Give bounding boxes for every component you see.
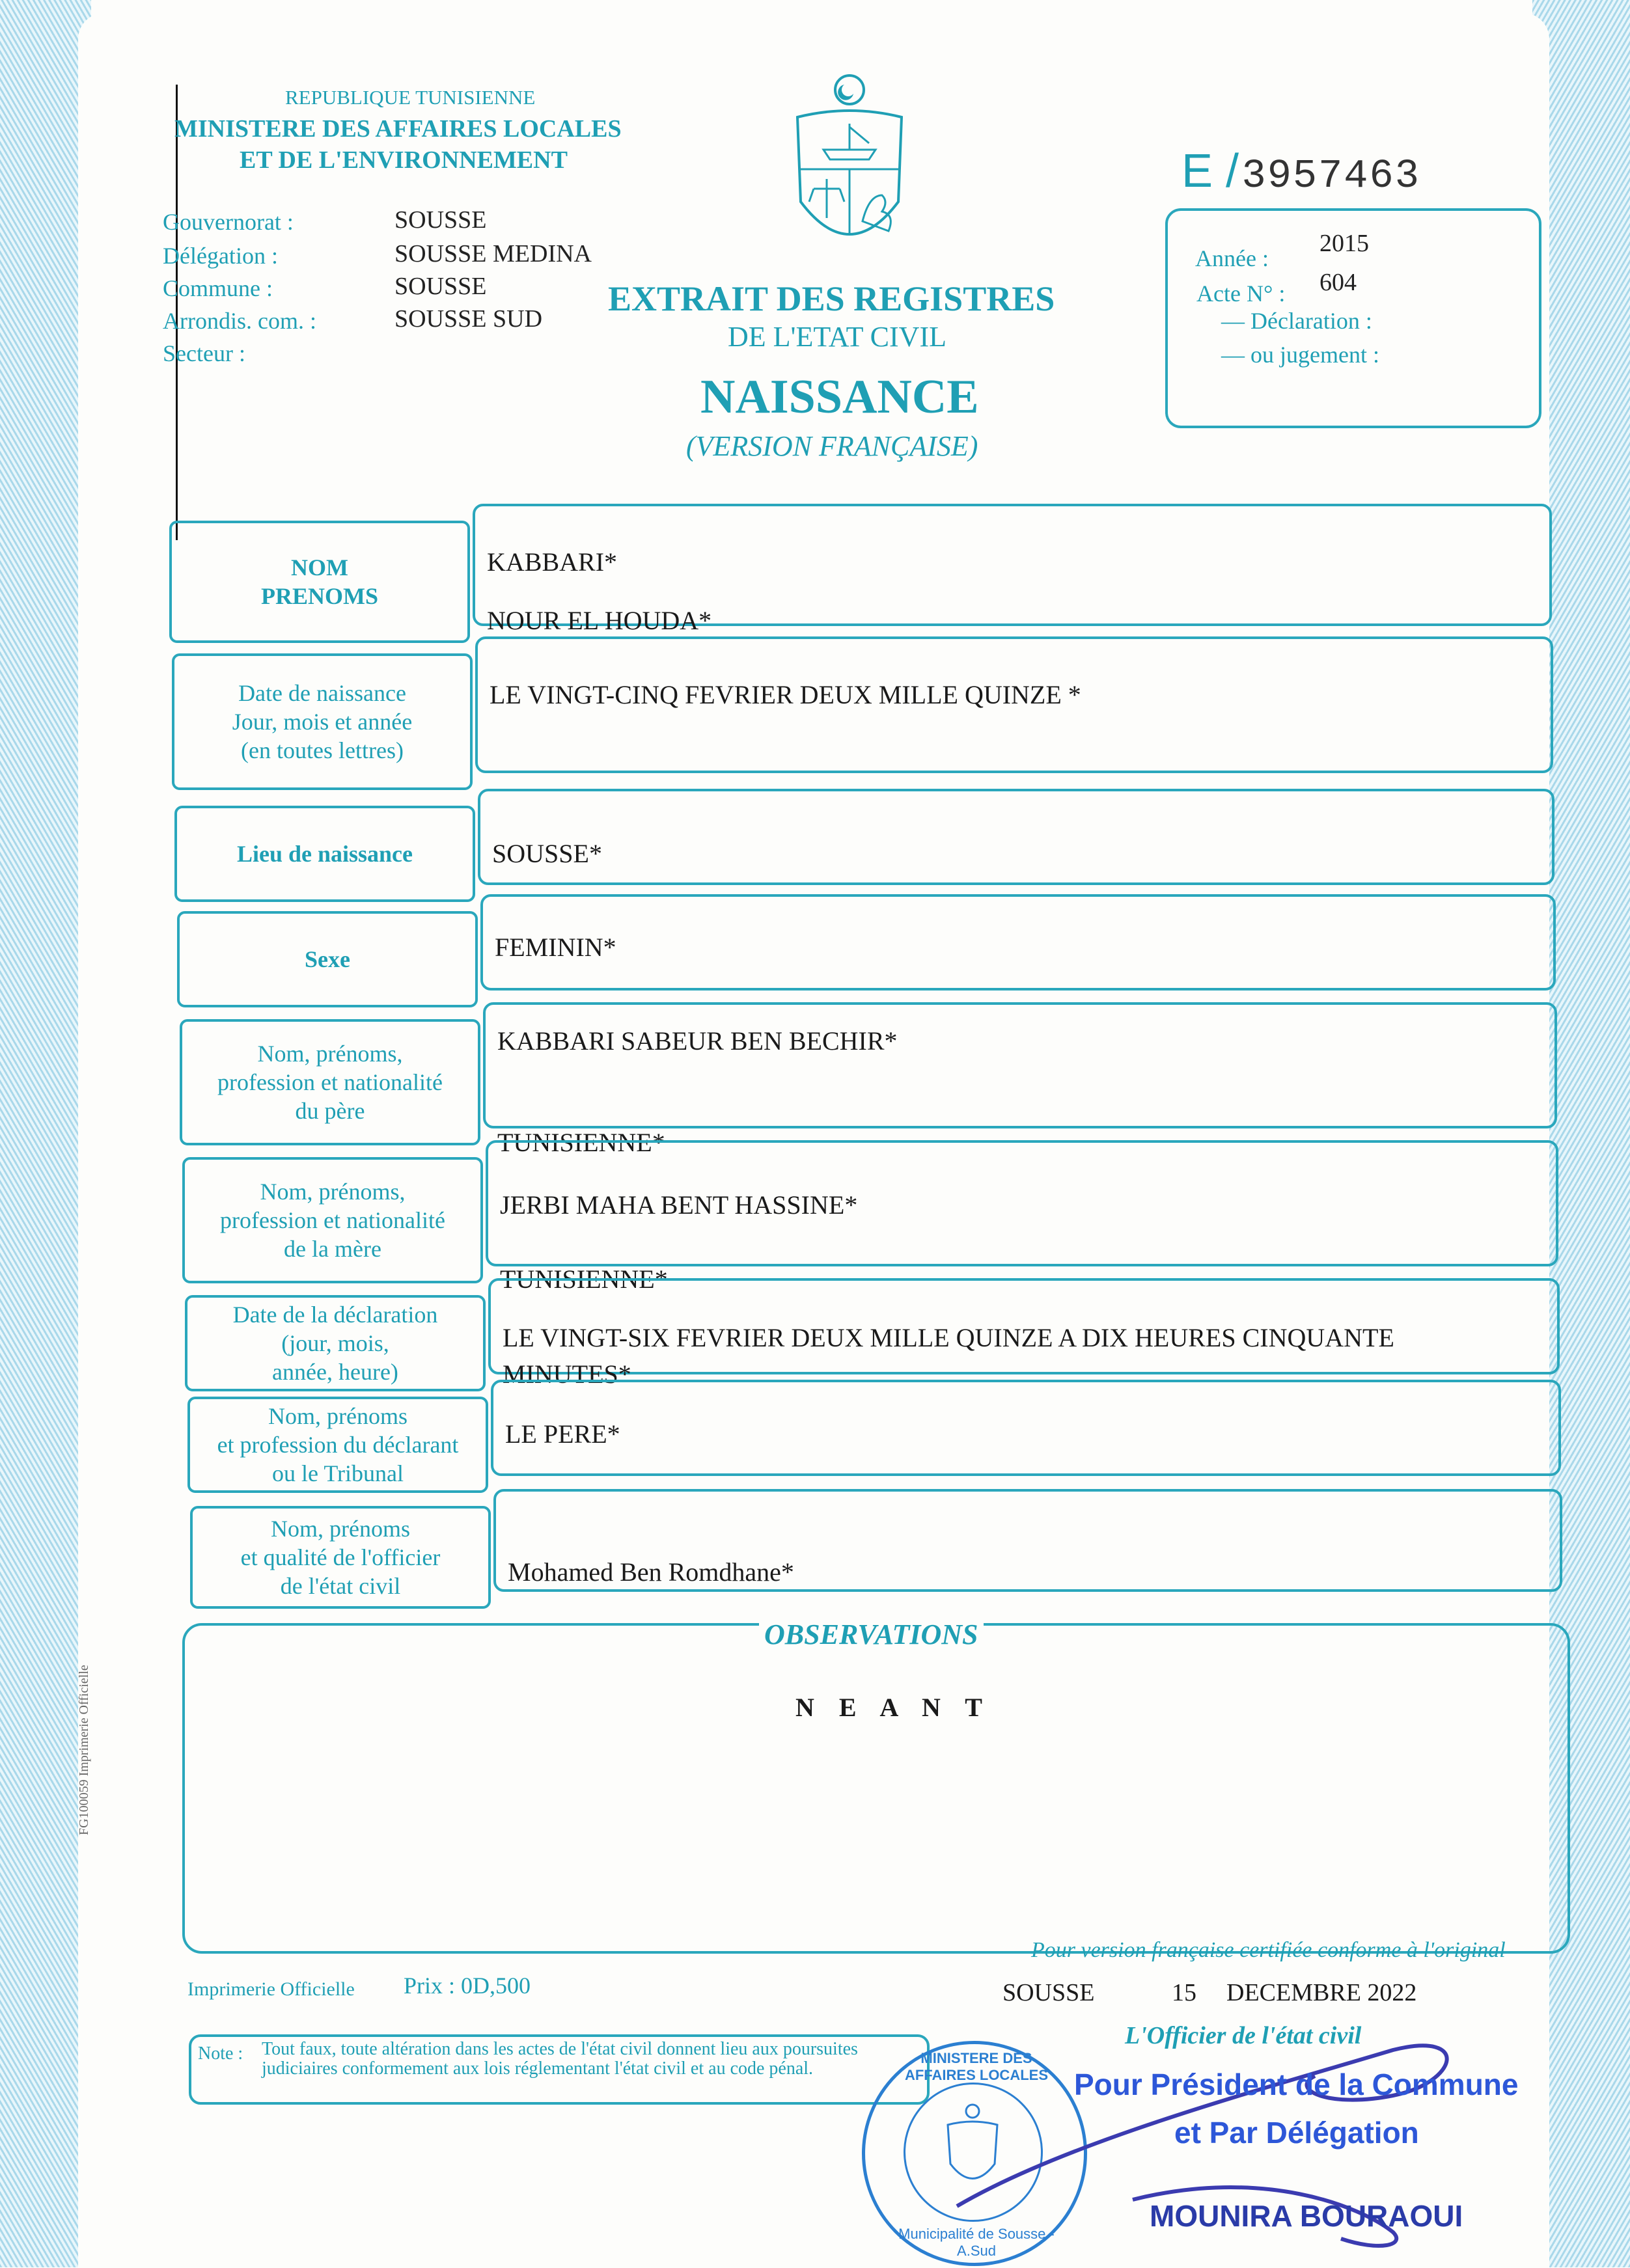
delegation-stamp-line1: Pour Président de la Commune [1074, 2068, 1519, 2101]
serial-prefix: E / [1181, 145, 1239, 197]
row-value: LE VINGT-CINQ FEVRIER DEUX MILLE QUINZE * [490, 680, 1081, 709]
row-label-text [232, 679, 413, 765]
admin-value: SOUSSE [394, 273, 487, 300]
row-label-line: profession et nationalité [220, 1207, 445, 1233]
issue-place: SOUSSE [1002, 1979, 1095, 2006]
row-label-text [217, 1402, 459, 1488]
admin-value: SOUSSE SUD [394, 305, 543, 333]
declaration-label: — Déclaration : [1221, 308, 1372, 334]
row-value-box [483, 1002, 1557, 1128]
ministry-line-2: ET DE L'ENVIRONNEMENT [240, 146, 568, 174]
row-label [182, 1157, 483, 1283]
acte-label: Acte N° : [1196, 280, 1286, 307]
printer-label: Imprimerie Officielle [187, 1978, 355, 2000]
price [404, 1972, 531, 1999]
row-label-line: Sexe [305, 946, 350, 972]
row-label-text [217, 1039, 443, 1125]
certified-note: Pour version française certifiée conforme à l'original [1031, 1938, 1506, 1962]
row-value: SOUSSE* [492, 839, 602, 868]
row-label-line: de l'état civil [280, 1573, 401, 1599]
row-label [172, 653, 473, 790]
admin-value: SOUSSE MEDINA [394, 240, 592, 267]
row-label-line: Date de la déclaration [232, 1302, 438, 1328]
row-value: TUNISIENNE* [497, 1128, 665, 1157]
serial-digits: 3957463 [1241, 153, 1420, 199]
round-stamp-top-text: MINISTERE DES AFFAIRES LOCALES [904, 2050, 1048, 2083]
admin-label: Délégation : [163, 243, 278, 269]
delegation-stamp-line2: et Par Délégation [1174, 2116, 1419, 2150]
row-value: JERBI MAHA BENT HASSINE* [500, 1190, 858, 1220]
admin-label: Commune : [163, 275, 273, 301]
admin-label: Arrondis. com. : [163, 308, 316, 334]
row-label-line: ou le Tribunal [271, 1460, 404, 1486]
title-etat-civil: DE L'ETAT CIVIL [728, 321, 946, 353]
row-label-text [241, 1514, 441, 1600]
row-label-line: NOM [291, 554, 348, 581]
admin-label: Gouvernorat : [163, 209, 294, 235]
republic-label: REPUBLIQUE TUNISIENNE [285, 86, 536, 109]
row-label [190, 1506, 491, 1609]
note-prefix: Note : [198, 2043, 243, 2064]
row-label-text [261, 553, 378, 610]
row-label-line: et profession du déclarant [217, 1432, 459, 1458]
title-extrait: EXTRAIT DES REGISTRES [608, 279, 1055, 318]
coat-of-arms-icon [784, 72, 915, 267]
row-label-line: PRENOMS [261, 583, 378, 609]
officer-name-stamp: MOUNIRA BOURAOUI [1150, 2199, 1463, 2233]
row-label-line: profession et nationalité [217, 1069, 443, 1095]
row-value: LE PERE* [505, 1419, 620, 1449]
price-label: Prix : [404, 1973, 456, 1999]
row-label [174, 806, 475, 902]
title-version: (VERSION FRANÇAISE) [686, 430, 978, 462]
row-value-box [478, 789, 1554, 885]
row-label-line: et qualité de l'officier [240, 1544, 441, 1570]
row-label-line: Nom, prénoms [268, 1403, 408, 1429]
row-label-line: (jour, mois, [281, 1330, 389, 1356]
ministry-line-1: MINISTERE DES AFFAIRES LOCALES [174, 115, 622, 143]
row-value: KABBARI SABEUR BEN BECHIR* [497, 1026, 898, 1056]
row-label [185, 1295, 486, 1391]
admin-label: Secteur : [163, 340, 245, 366]
observations-box [182, 1623, 1570, 1954]
row-label-line: du père [295, 1098, 365, 1124]
row-label [187, 1397, 488, 1493]
row-label-text [237, 840, 413, 868]
issue-month-year: DECEMBRE 2022 [1226, 1979, 1417, 2006]
officer-label: L'Officier de l'état civil [1125, 2022, 1362, 2049]
row-label-line: année, heure) [272, 1359, 398, 1385]
row-label-line: (en toutes lettres) [241, 737, 404, 763]
row-label [177, 911, 478, 1007]
row-label-line: Nom, prénoms, [257, 1041, 403, 1067]
note-text: Tout faux, toute altération dans les actes de l'état civil donnent lieu aux poursuites judiciaires conformement aux lois réglementant l'état civil et au code pénal. [262, 2039, 858, 2079]
decorative-border-left [0, 0, 91, 2267]
row-value-box [491, 1380, 1561, 1476]
row-value: FEMININ* [495, 933, 616, 962]
row-label-line: Jour, mois et année [232, 709, 413, 735]
row-label-text [233, 1300, 438, 1386]
row-value: KABBARI* [487, 547, 618, 577]
row-label-line: Lieu de naissance [236, 841, 413, 867]
side-print-code: FG100059 Imprimerie Officielle [77, 1665, 91, 1835]
row-value: LE VINGT-SIX FEVRIER DEUX MILLE QUINZE A DIX HEURES CINQUANTE [503, 1323, 1394, 1352]
row-label-line: Nom, prénoms, [260, 1179, 406, 1205]
row-label-line: de la mère [284, 1236, 381, 1262]
row-value: Mohamed Ben Romdhane* [508, 1557, 794, 1587]
row-value: NOUR EL HOUDA* [487, 606, 712, 635]
issue-day: 15 [1172, 1979, 1196, 2006]
row-label-text [220, 1177, 445, 1263]
observations-text: N E A N T [795, 1693, 991, 1722]
row-label [169, 521, 470, 643]
title-naissance: NAISSANCE [700, 370, 979, 424]
observations-title: OBSERVATIONS [759, 1618, 984, 1651]
row-value: MINUTES* [503, 1359, 631, 1389]
annee-value: 2015 [1319, 230, 1369, 257]
round-stamp-bottom-text: Municipalité de Sousse - A.Sud [898, 2226, 1055, 2259]
row-label [180, 1019, 480, 1145]
admin-value: SOUSSE [394, 206, 487, 234]
row-value: TUNISIENNE* [500, 1264, 668, 1294]
jugement-label: — ou jugement : [1221, 342, 1379, 368]
row-value-box [480, 894, 1556, 991]
acte-value: 604 [1319, 269, 1357, 296]
price-value: 0D,500 [461, 1973, 531, 1999]
annee-label: Année : [1195, 245, 1269, 271]
serial-number [1181, 144, 1420, 199]
row-label-line: Date de naissance [238, 680, 406, 706]
row-label-text [305, 945, 350, 974]
row-label-line: Nom, prénoms [271, 1516, 410, 1542]
